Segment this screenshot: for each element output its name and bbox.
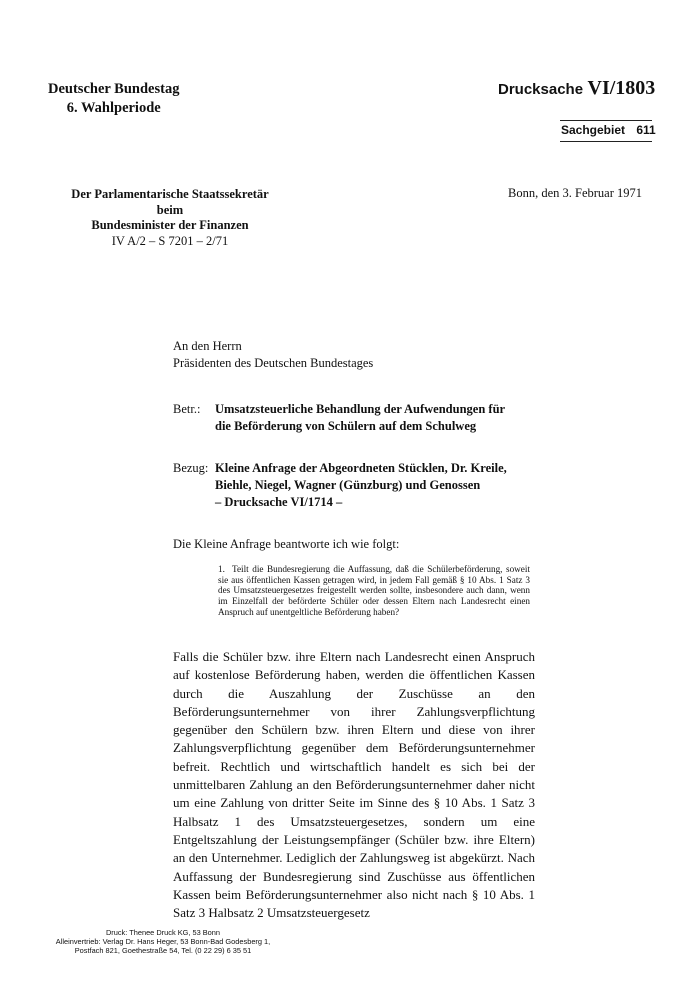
institution-name: Deutscher Bundestag — [48, 81, 180, 97]
sender-ministry: Bundesminister der Finanzen — [91, 218, 249, 232]
document-label: Drucksache — [498, 81, 584, 98]
addressee-name: Präsidenten des Deutschen Bundestages — [173, 356, 374, 370]
sachgebiet — [561, 123, 656, 137]
reference-line: Kleine Anfrage der Abgeordneten Stücklen, Dr. Kreile, — [215, 461, 507, 475]
subject-line: die Beförderung von Schülern auf dem Schulweg — [215, 419, 477, 433]
subject-block — [173, 401, 505, 435]
parliament-header — [48, 80, 179, 118]
footer-print: Druck: Thenee Druck KG, 53 Bonn — [105, 928, 221, 937]
sender-reference: IV A/2 – S 7201 – 2/71 — [111, 233, 229, 248]
answer-paragraph: Falls die Schüler bzw. ihre Eltern nach Landesrecht einen Anspruch auf kostenlose Beförderung haben, werden die öffentlichen Kassen durch die Auszahlung der Zuschüsse an den Beförderungsunternehmer von ihrer Zahlungsverpflichtung gegenüber den Schülern bzw. ihren Eltern und diese von ihrer Zahlungsverpflichtung gegenüber dem Beförderungsunternehmer befreit. Rechtlich und wirtschaftlich handelt es sich bei der unmittelbaren Zahlung an den Beförderungsunternehmer daher nicht um eine Zahlung von dritter Seite im Sinne des § 10 Abs. 1 Satz 3 Halbsatz 1 des Umsatzsteuergesetzes, sondern um eine Entgeltszahlung der Leistungsempfänger (Schüler bzw. ihre Eltern) an den Unternehmer. Lediglich der Zahlungsweg ist abgekürzt. Nach Auffassung der Bundesregierung sind Zuschüsse aus öffentlichen Kassen beim Beförderungsunternehmer also nicht nach § 10 Abs. 1 Satz 3 Halbsatz 2 Umsatzsteuergesetz — [173, 649, 535, 921]
question-number: 1. — [218, 564, 225, 574]
sachgebiet-rule-top — [560, 120, 652, 121]
sachgebiet-rule-bottom — [560, 141, 652, 142]
sender-block — [50, 187, 290, 249]
intro-sentence: Die Kleine Anfrage beantworte ich wie folgt: — [173, 537, 400, 551]
election-period: 6. Wahlperiode — [66, 100, 161, 116]
subject-text — [215, 401, 505, 435]
addressee-block — [173, 338, 373, 372]
date-line: Bonn, den 3. Februar 1971 — [508, 186, 643, 200]
reference-block — [173, 460, 507, 511]
question-text: Teilt die Bundesregierung die Auffassung, daß die Schülerbeförderung, soweit sie aus öffentlichen Kassen getragen wird, in jedem Fall gemäß § 10 Abs. 1 Satz 3 des Umsatzsteuergesetzes freigestellt werden sollte, insbesondere auch dann, wenn im Einzelfall der beförderte Schüler oder dessen Eltern nach Landesrecht einen Anspruch auf unentgeltliche Beförderung haben? — [218, 564, 530, 617]
subject-label: Betr.: — [173, 402, 201, 416]
subject-line: Umsatzsteuerliche Behandlung der Aufwendungen für — [215, 402, 506, 416]
reference-line: Biehle, Niegel, Wagner (Günzburg) und Genossen — [215, 478, 481, 492]
reference-line: – Drucksache VI/1714 – — [215, 495, 343, 509]
document-number — [498, 77, 655, 100]
document-id: VI/1803 — [587, 77, 656, 99]
sachgebiet-label: Sachgebiet — [561, 123, 626, 137]
sender-title: Der Parlamentarische Staatssekretär — [71, 187, 269, 201]
footer-address: Postfach 821, Goethestraße 54, Tel. (0 22 29) 6 35 51 — [74, 945, 252, 955]
sender-beim: beim — [156, 202, 184, 217]
reference-label: Bezug: — [173, 461, 209, 475]
question-item — [218, 564, 530, 618]
footer-distribution: Alleinvertrieb: Verlag Dr. Hans Heger, 53 Bonn-Bad Godesberg 1, — [55, 936, 271, 946]
printer-footer — [28, 929, 298, 955]
sachgebiet-number: 611 — [636, 123, 656, 137]
addressee-salutation: An den Herrn — [173, 339, 242, 353]
reference-text — [215, 460, 507, 511]
